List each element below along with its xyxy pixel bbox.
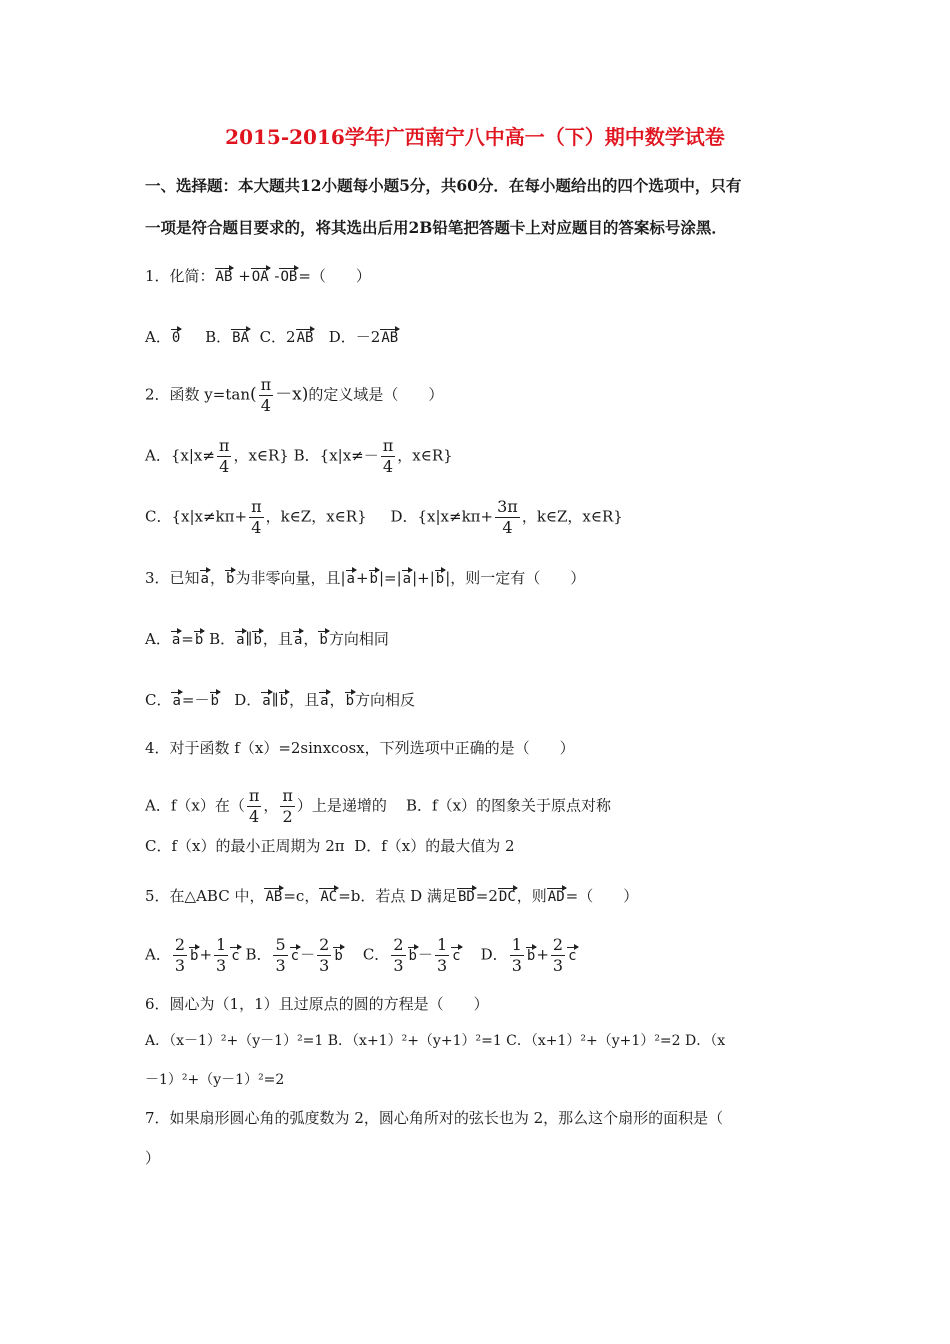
question-5-stem: 5．在△ABC 中，AB=c，AC=b．若点 D 满足BD=2DC，则AD=（ ） — [145, 887, 639, 905]
question-5-options: A． $\frac{2}{3}$ b+ $\frac{1}{3}$ c B． $\frac{5}{3}$ c－ $\frac{2}{3}$ b C． $\frac{2}{3}$ b－ $\frac{1}{3}$ c D． $\frac{1}{3}$ b+ $\frac{2}{3}$ c — [145, 935, 577, 975]
option-b-vector: BA — [232, 330, 250, 346]
question-7-stem-line1: 7．如果扇形圆心角的弧度数为 2，圆心角所对的弦长也为 2，那么这个扇形的面积是（ — [145, 1109, 724, 1127]
question-3-stem: 3．已知a，b为非零向量，且|a+b|=|a|+|b|，则一定有（ ） — [145, 569, 586, 587]
vector-ob: OB — [280, 269, 298, 285]
question-7-stem-line2: ） — [145, 1149, 161, 1167]
section-heading-line1: 一、选择题：本大题共12小题每小题5分，共60分．在每小题给出的四个选项中，只有 — [145, 176, 742, 195]
question-6-stem: 6．圆心为（1，1）且过原点的圆的方程是（ ） — [145, 995, 489, 1013]
question-3-options-ab: A．a=b B．a∥b，且a，b方向相同 — [145, 630, 389, 648]
option-d-vector: AB — [381, 330, 399, 346]
question-6-options-line2: －1）²+（y－1）²=2 — [145, 1072, 285, 1088]
question-2-options-ab: A．{x|x≠ $\frac{\pi}{4}$ ，x∈R} B．{x|x≠－ $\frac{\pi}{4}$ ，x∈R} — [145, 436, 453, 476]
question-4-options-cd: C．f（x）的最小正周期为 2π D．f（x）的最大值为 2 — [145, 837, 515, 855]
vector-oa: OA — [251, 269, 269, 285]
question-6-options-line1: A．（x－1）²+（y－1）²=1 B．（x+1）²+（y+1）²=1 C．（x+1）²+（y+1）²=2 D．（x — [145, 1033, 726, 1049]
option-a-vector: 0 — [171, 330, 181, 346]
section-heading-line2: 一项是符合题目要求的，将其选出后用2B铅笔把答题卡上对应题目的答案标号涂黑． — [145, 218, 727, 237]
question-2-options-cd: C．{x|x≠kπ+ $\frac{\pi}{4}$ ，k∈Z，x∈R} D．{x|x≠kπ+ $\frac{3\pi}{4}$ ，k∈Z，x∈R} — [145, 497, 623, 537]
question-2-stem: 2．函数 y=tan( $\frac{\pi}{4}$ －x)的定义域是（ ） — [145, 375, 444, 415]
vector-ab: AB — [215, 269, 233, 285]
question-4-stem: 4．对于函数 f（x）=2sinxcosx，下列选项中正确的是（ ） — [145, 739, 575, 757]
option-c-vector: AB — [296, 330, 314, 346]
question-1-options: A．0 B．BA C．2AB D．－2AB — [145, 328, 399, 346]
exam-title: 2015-2016学年广西南宁八中高一（下）期中数学试卷 — [225, 125, 725, 149]
question-1-stem: 1．化简：AB +OA -OB=（ ） — [145, 267, 371, 285]
fraction-pi-over-4: $\frac{\pi}{4}$ — [260, 375, 272, 415]
question-3-options-cd: C．a=－b D．a∥b，且a，b方向相反 — [145, 691, 416, 709]
question-4-options-ab: A．f（x）在（ $\frac{\pi}{4}$ ， $\frac{\pi}{2}$ ）上是递增的 B．f（x）的图象关于原点对称 — [145, 786, 612, 826]
